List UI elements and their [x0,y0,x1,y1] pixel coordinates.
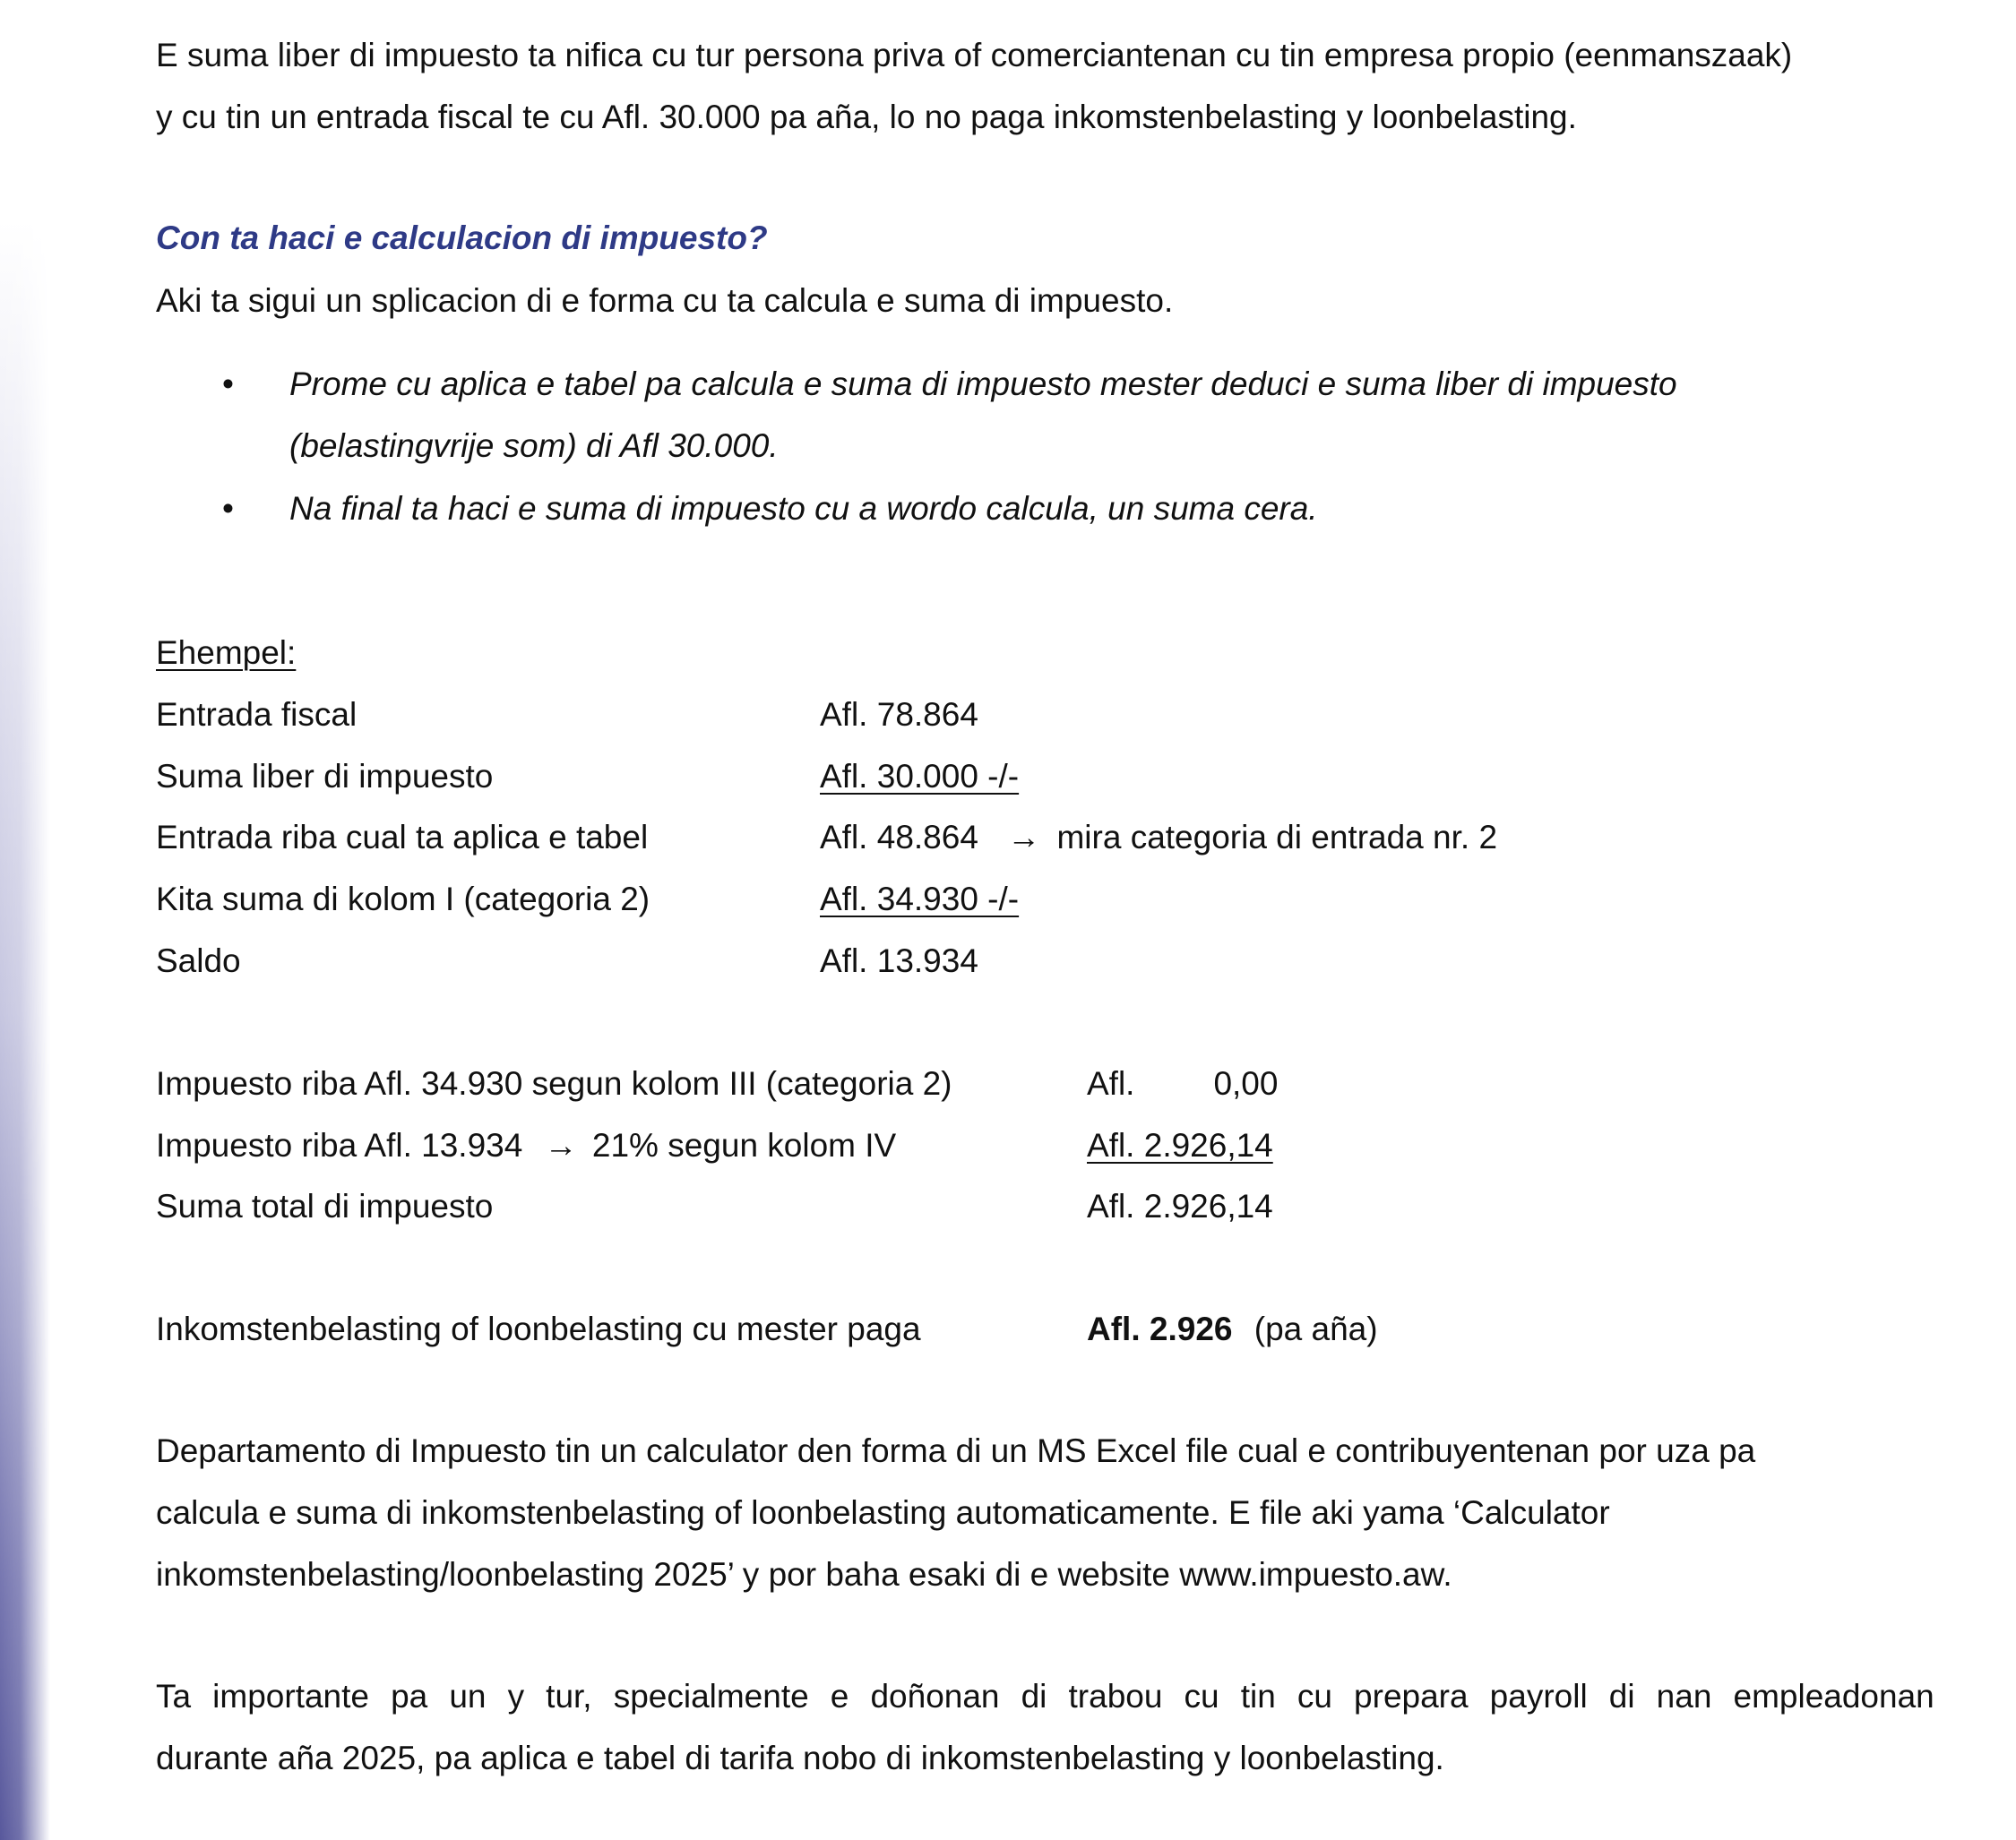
tax-row-value [1087,1063,1278,1105]
tax-row-currency: Afl. [1087,1065,1135,1102]
bullet-dot-icon: • [222,365,234,402]
closing-word: specialmente [613,1678,809,1715]
right-arrow-icon: → [544,1127,578,1164]
tax-row-label-pre: Impuesto riba Afl. 13.934 [156,1127,523,1164]
closing-line-1 [156,1676,1934,1717]
closing-word: Ta [156,1678,192,1715]
closing-word: tur, [546,1678,592,1715]
closing-word: cu [1297,1678,1332,1715]
example-title: Ehempel: [156,634,297,671]
closing-word: pa [391,1678,428,1715]
closing-word: doñonan [870,1678,1000,1715]
example-row-label: Saldo [156,942,241,979]
closing-word: trabou [1068,1678,1163,1715]
example-row-note: mira categoria di entrada nr. 2 [1056,819,1498,856]
closing-word: di [1608,1678,1635,1715]
intro-line-2: y cu tin un entrada fiscal te cu Afl. 30.000 pa aña, lo no paga inkomstenbelasting y loonbelasting. [156,99,1577,135]
closing-word: empleadonan [1733,1678,1934,1715]
final-amount-suffix: (pa aña) [1254,1311,1378,1347]
closing-word: payroll [1489,1678,1588,1715]
tax-row-amount: 0,00 [1213,1065,1279,1102]
closing-word: y [507,1678,525,1715]
tax-row-label: Impuesto riba Afl. 34.930 segun kolom III (categoria 2) [156,1065,952,1102]
intro-line-1: E suma liber di impuesto ta nifica cu tur persona priva of comerciantenan cu tin empresa propio (eenmanszaak) [156,37,1793,73]
closing-word: e [830,1678,849,1715]
calculator-line-1: Departamento di Impuesto tin un calculator den forma di un MS Excel file cual e contribuyentenan por uza pa [156,1432,1756,1469]
final-amount-value: Afl. 2.926 [1087,1311,1233,1347]
example-row-label: Kita suma di kolom I (categoria 2) [156,881,650,917]
right-arrow-icon: → [1007,819,1041,856]
example-row-value-with-note [820,817,1497,858]
tax-total-label: Suma total di impuesto [156,1188,494,1225]
example-row-value: Afl. 34.930 -/- [820,881,1020,917]
tax-row-value: Afl. 2.926,14 [1087,1127,1273,1164]
section-heading: Con ta haci e calculacion di impuesto? [156,219,768,256]
example-row-label: Entrada riba cual ta aplica e tabel [156,819,649,856]
example-row-value: Afl. 78.864 [820,696,978,733]
bullet-1-line-1: Prome cu aplica e tabel pa calcula e suma di impuesto mester deduci e suma liber di impuesto [289,365,1677,402]
closing-word: importante [212,1678,369,1715]
closing-word: tin [1240,1678,1276,1715]
closing-word: prepara [1354,1678,1469,1715]
closing-word: di [1021,1678,1047,1715]
example-row-value: Afl. 30.000 -/- [820,758,1020,795]
final-amount-label: Inkomstenbelasting of loonbelasting cu mester paga [156,1311,921,1347]
closing-line-2: durante aña 2025, pa aplica e tabel di tarifa nobo di inkomstenbelasting y loonbelasting. [156,1740,1444,1776]
bullet-dot-icon: • [222,490,234,527]
closing-word: un [449,1678,487,1715]
example-row-value: Afl. 13.934 [820,942,978,979]
bullet-1-line-2: (belastingvrije som) di Afl 30.000. [289,427,779,464]
calculator-line-3: inkomstenbelasting/loonbelasting 2025’ y por baha esaki di e website www.impuesto.aw. [156,1556,1452,1593]
example-row-value: Afl. 48.864 [820,819,978,856]
decorative-side-gradient [0,0,50,1840]
closing-word: nan [1656,1678,1712,1715]
calculator-line-2: calcula e suma di inkomstenbelasting of loonbelasting automaticamente. E file aki yama ‘Calculator [156,1494,1610,1531]
example-row-label: Entrada fiscal [156,696,358,733]
tax-row-label-post: 21% segun kolom IV [591,1127,897,1164]
tax-total-value: Afl. 2.926,14 [1087,1188,1273,1225]
example-row-label: Suma liber di impuesto [156,758,494,795]
final-amount [1087,1309,1378,1350]
bullet-2-line-1: Na final ta haci e suma di impuesto cu a wordo calcula, un suma cera. [289,490,1318,527]
tax-row-label-with-arrow [156,1125,896,1166]
section-intro: Aki ta sigui un splicacion di e forma cu ta calcula e suma di impuesto. [156,282,1174,319]
closing-word: cu [1184,1678,1219,1715]
